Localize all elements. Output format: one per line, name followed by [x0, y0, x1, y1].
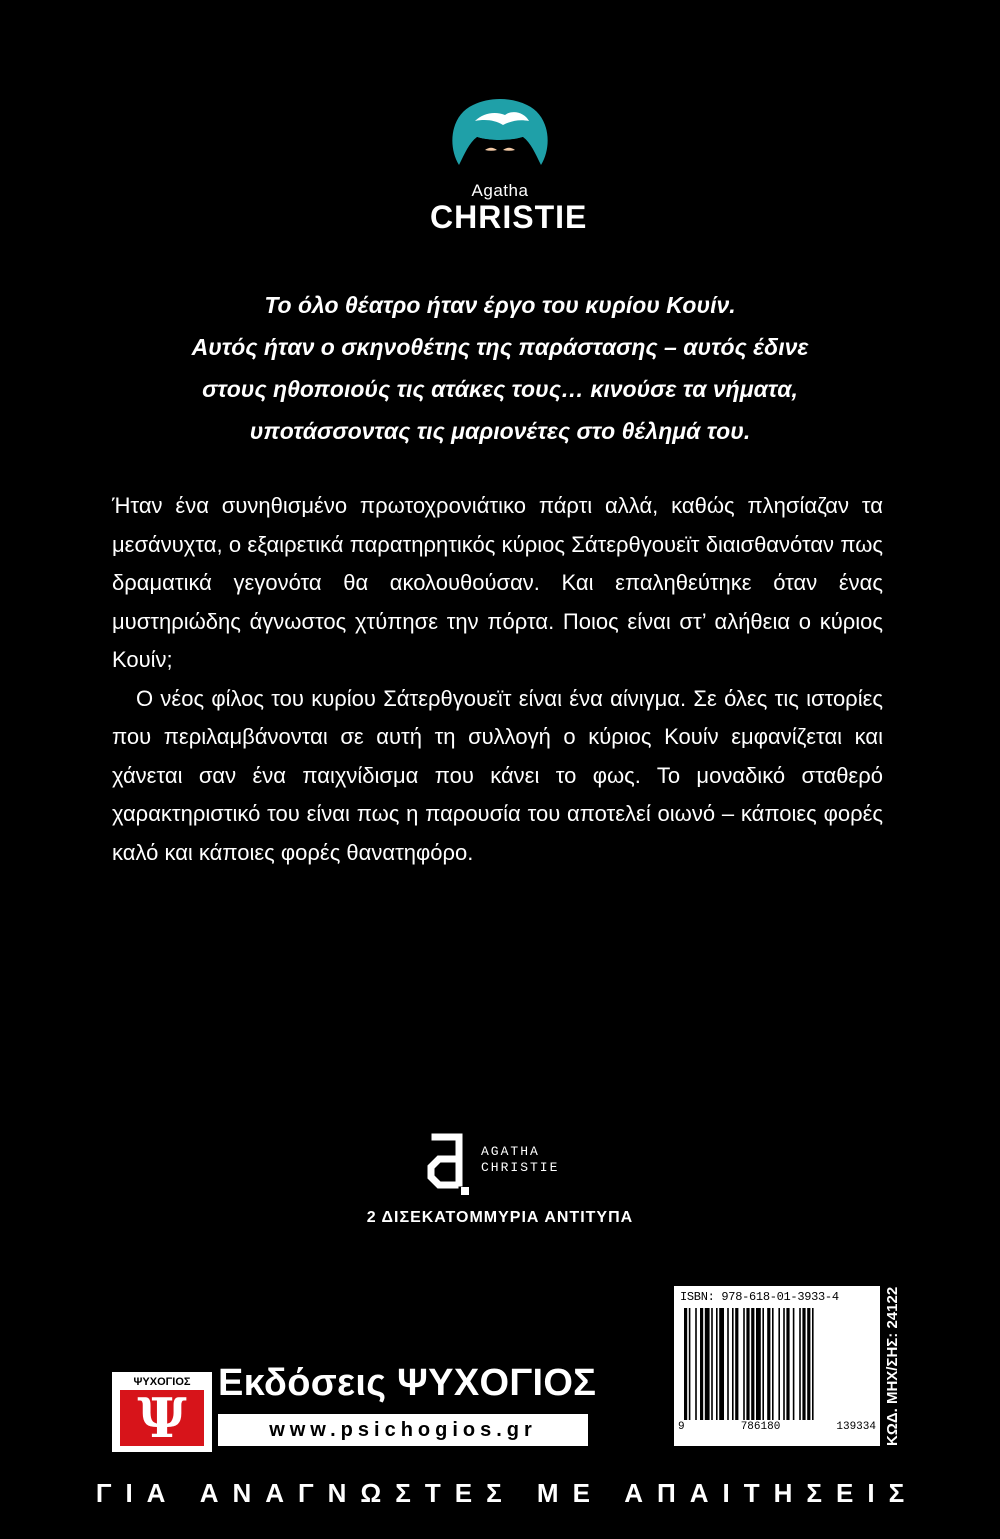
copies-sold: 2 ΔΙΣΕΚΑΤΟΜΜΥΡΙΑ ΑΝΤΙΤΥΠΑ — [366, 1209, 634, 1226]
publisher-name: Εκδόσεις ΨΥΧΟΓΙΟΣ — [218, 1362, 597, 1404]
publisher-tagline: ΓΙΑ ΑΝΑΓΝΩΣΤΕΣ ΜΕ ΑΠΑΙΤΗΣΕΙΣ — [95, 1478, 919, 1508]
barcode-digits — [678, 1421, 876, 1433]
synopsis-paragraph: Ο νέος φίλος του κυρίου Σάτερθγουεϊτ είναι ένα αίνιγμα. Σε όλες τις ιστορίες που περιλαμβάνονται σε αυτή τη συλλογή ο κύριος Κουίν εμφανίζεται και χάνεται σαν ένα παιχνίδισμα που κάνει το φως. Το μοναδικό σταθερό χαρακτηριστικό του είναι πως η παρουσία του αποτελεί οιωνό – κάποιες φορές καλό και κάποιες φορές θανατηφόρο. — [112, 685, 883, 865]
author-portrait-icon — [445, 95, 555, 185]
quote-line: Αυτός ήταν ο σκηνοθέτης της παράστασης – αυτός έδινε — [191, 334, 809, 360]
series-logo-line1: AGATHA — [481, 1144, 540, 1159]
isbn: ISBN: 978-618-01-3933-4 — [680, 1290, 839, 1304]
publisher-logo-panel — [120, 1386, 204, 1450]
quote-line: υποτάσσοντας τις μαριονέτες στο θέλημά του. — [249, 418, 751, 444]
logo-last-name: CHRISTIE — [430, 199, 588, 235]
quote-line: Το όλο θέατρο ήταν έργο του κυρίου Κουίν. — [264, 292, 736, 318]
series-block — [330, 1125, 670, 1227]
barcode-digit-group: 139334 — [836, 1421, 876, 1433]
logo-first-name: Agatha — [471, 181, 529, 200]
publisher-url-box — [218, 1414, 588, 1446]
publisher-url: www.psichogios.gr — [269, 1419, 537, 1441]
blurb-quote — [150, 284, 850, 452]
series-logo-line2: CHRISTIE — [481, 1160, 560, 1175]
barcode-bars-icon — [684, 1308, 870, 1420]
barcode — [674, 1286, 880, 1446]
publisher-logo-name: ΨΥΧΟΓΙΟΣ — [133, 1376, 191, 1388]
author-logo — [430, 95, 588, 236]
series-monogram-icon — [425, 1125, 575, 1197]
machine-code: ΚΩΔ. ΜΗΧ/ΣΗΣ: 24122 — [884, 1286, 901, 1446]
synopsis-paragraph: Ήταν ένα συνηθισμένο πρωτοχρονιάτικο πάρτι αλλά, καθώς πλησίαζαν τα μεσάνυχτα, ο εξαιρετικά παρατηρητικός κύριος Σάτερθγουεϊτ διαισθανόταν πως δραματικά γεγονότα θα ακολουθούσαν. Και επαληθεύτηκε όταν ένας μυστηριώδης άγνωστος χτύπησε την πόρτα. Ποιος είναι στ’ αλήθεια ο κύριος Κουίν; — [112, 493, 883, 672]
synopsis — [112, 487, 883, 872]
quote-line: στους ηθοποιούς τις ατάκες τους… κινούσε τα νήματα, — [202, 376, 798, 402]
publisher-logo — [112, 1372, 212, 1452]
barcode-digit-group: 9 — [678, 1421, 685, 1433]
psi-icon: Ψ — [137, 1386, 187, 1450]
barcode-digit-group: 786180 — [740, 1421, 781, 1433]
